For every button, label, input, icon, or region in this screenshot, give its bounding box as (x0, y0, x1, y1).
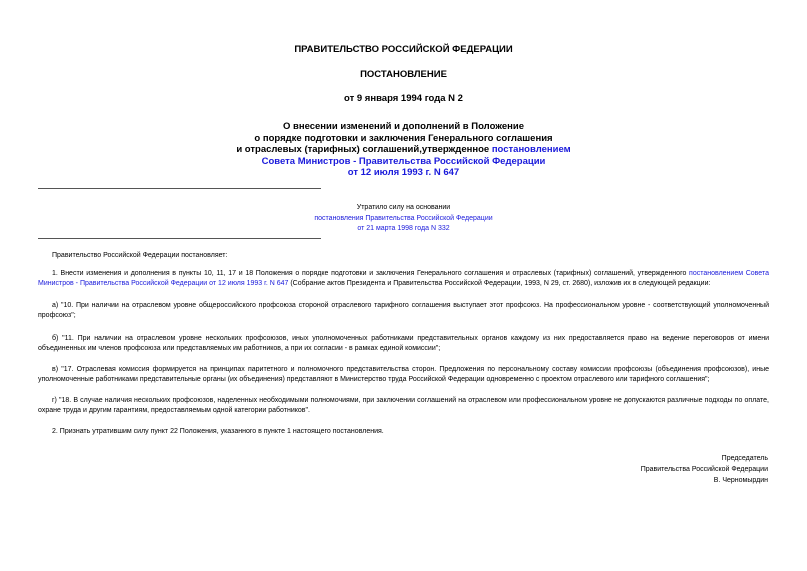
title-line-1: О внесении изменений и дополнений в Положение (282, 121, 525, 132)
item-b-paragraph: б) "11. При наличии на отраслевом уровне нескольких профсоюзов, иных уполномоченных работниками представительных органов каждому из них предоставляется право на ведение переговоров от имени объединенных им членов профсоюза или представляемых им работников, а при их согласии - в рамках единой комиссии"; (38, 335, 769, 352)
item-c-paragraph: в) "17. Отраслевая комиссия формируется на принципах паритетного и полномочного представительства сторон. Предложения по персональному составу комиссии профсоюзы (объединения профсоюзов), иные уполномоченные работниками представительные органы (их объединения) представляют в Министерство труда Российской Федерации одновременно с проектом отраслевого или тарифного соглашения"; (38, 366, 769, 383)
title-link-date[interactable]: от 12 июля 1993 г. N 647 (347, 167, 460, 178)
title-line-3-text: и отраслевых (тарифных) соглашений,утвержденное (236, 144, 492, 155)
item-1-text-after: (Собрание актов Президента и Правительства Российской Федерации, 1993, N 29, ст. 2680), изложив их в следующей редакции: (288, 279, 711, 287)
item-2-paragraph: 2. Признать утратившим силу пункт 22 Положения, указанного в пункте 1 настоящего постановления. (52, 428, 384, 435)
item-d-paragraph: г) "18. В случае наличия нескольких профсоюзов, наделенных необходимыми полномочиями, при заключении соглашений на отраслевом или профессиональном уровне не допускаются различные подходы по оплате, охране труда и другим гарантиям, предоставляемым одной категории работников". (38, 397, 769, 414)
signature-role: Председатель (721, 455, 768, 462)
divider-top (38, 188, 321, 189)
lapsed-note (0, 203, 807, 235)
item-1-text-before: 1. Внести изменения и дополнения в пункты 10, 11, 17 и 18 Положения о порядке подготовки и заключения Генерального соглашения и отраслевых (тарифных) соглашений, утвержденного (52, 270, 690, 277)
lapsed-note-link-date[interactable]: от 21 марта 1998 года N 332 (357, 225, 450, 232)
signature-block (641, 453, 768, 486)
document-type: ПОСТАНОВЛЕНИЕ (360, 69, 447, 80)
lapsed-note-link-resolution[interactable]: постановления Правительства Российской Федерации (314, 214, 493, 222)
title-line-3 (0, 144, 807, 156)
intro-paragraph: Правительство Российской Федерации постановляет: (52, 252, 228, 259)
signature-name: В. Черномырдин (713, 477, 768, 484)
divider-bottom (38, 238, 321, 239)
item-a-paragraph: а) "10. При наличии на отраслевом уровне общероссийского профсоюза стороной отраслевого тарифного соглашения выступает этот профсоюз. На профессиональном уровне - соответствующий уполномоченный профсоюз"; (38, 302, 769, 319)
title-line-2: о порядке подготовки и заключения Генерального соглашения (254, 132, 553, 144)
document-date-number: от 9 января 1994 года N 2 (344, 93, 463, 104)
title-link-council[interactable]: Совета Министров - Правительства Российской Федерации (261, 155, 546, 167)
title-link-resolution[interactable]: постановлением (491, 144, 571, 155)
lapsed-note-text: Утратило силу на основании (356, 204, 451, 211)
government-header: ПРАВИТЕЛЬСТВО РОССИЙСКОЙ ФЕДЕРАЦИИ (294, 44, 513, 55)
item-1-link[interactable]: постановлением Совета Министров - Правительства Российской Федерации от 12 июля 1993 г. N 647 (38, 270, 769, 287)
signature-body: Правительства Российской Федерации (640, 466, 768, 473)
document-title (0, 121, 807, 179)
item-1-paragraph (38, 269, 769, 288)
